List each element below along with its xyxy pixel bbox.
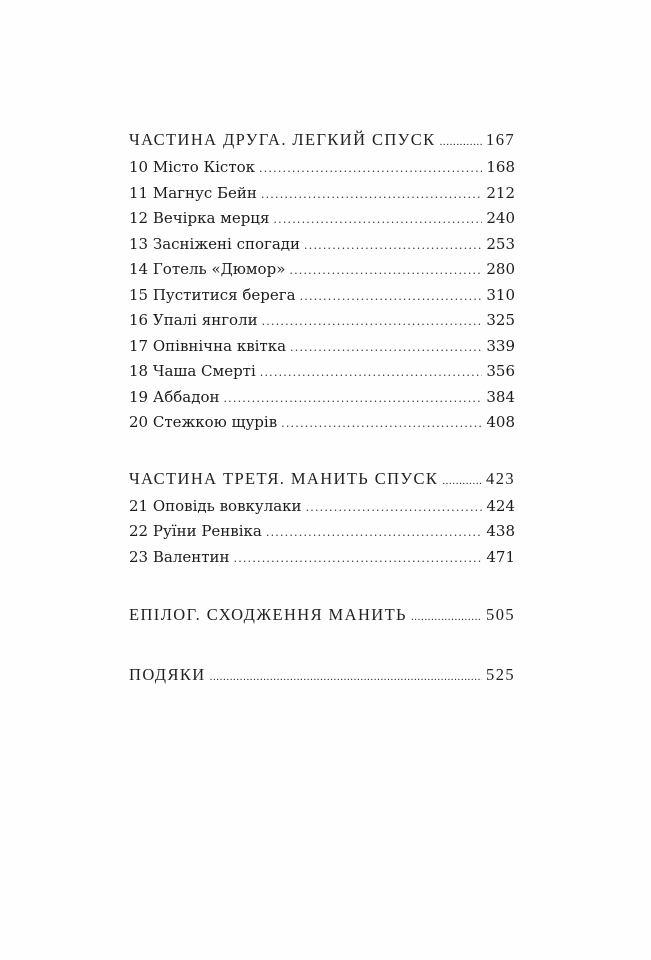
dot-leader — [223, 386, 482, 412]
page-number: 423 — [486, 468, 515, 488]
dot-leader — [411, 602, 482, 632]
chapter-title: 23 Валентин — [129, 547, 230, 566]
dot-leader — [260, 360, 483, 386]
toc-chapter — [129, 257, 515, 283]
dot-leader — [234, 546, 483, 572]
part-title: ЧАСТИНА ДРУГА. ЛЕГКИЙ СПУСК — [129, 130, 436, 149]
toc-chapter — [129, 308, 515, 334]
chapter-title: 14 Готель «Дюмор» — [129, 260, 286, 278]
dot-leader — [266, 520, 482, 546]
chapter-title: 10 Місто Кісток — [129, 158, 256, 176]
page-number: 438 — [486, 522, 515, 540]
dot-leader — [290, 335, 482, 361]
toc-chapter — [129, 232, 515, 258]
page-number: 212 — [486, 183, 515, 202]
dot-leader — [289, 258, 482, 284]
dot-leader — [281, 411, 482, 437]
dot-leader — [210, 662, 482, 692]
toc-chapter — [129, 206, 515, 232]
toc-part-three — [129, 464, 515, 494]
page-number: 168 — [486, 158, 515, 176]
acknowledgements-title: ПОДЯКИ — [129, 665, 206, 684]
dot-leader — [440, 127, 482, 157]
chapter-title: 22 Руїни Ренвіка — [129, 522, 262, 540]
toc-part-two — [129, 125, 515, 155]
page-number: 280 — [486, 260, 515, 278]
dot-leader — [306, 495, 483, 521]
chapter-title: 12 Вечірка мерця — [129, 209, 270, 227]
page-number: 310 — [486, 285, 515, 304]
table-of-contents — [129, 125, 515, 690]
page-number: 339 — [486, 336, 515, 355]
dot-leader — [261, 182, 482, 208]
page-number: 384 — [486, 387, 515, 406]
toc-chapter — [129, 181, 515, 207]
epilogue-title: ЕПІЛОГ. СХОДЖЕННЯ МАНИТЬ — [129, 605, 407, 624]
dot-leader — [304, 233, 482, 259]
chapter-title: 19 Аббадон — [129, 387, 220, 406]
chapter-title: 11 Магнус Бейн — [129, 183, 257, 202]
toc-chapter — [129, 334, 515, 360]
toc-acknowledgements — [129, 660, 515, 690]
page-number: 424 — [486, 496, 515, 515]
page-number: 525 — [486, 665, 515, 684]
chapter-title: 18 Чаша Смерті — [129, 362, 256, 380]
dot-leader — [442, 466, 482, 496]
dot-leader — [262, 309, 483, 335]
chapter-title: 15 Пуститися берега — [129, 285, 296, 304]
toc-chapter — [129, 494, 515, 520]
chapter-title: 20 Стежкою щурів — [129, 413, 278, 431]
toc-chapter — [129, 519, 515, 545]
toc-chapter — [129, 359, 515, 385]
part-title: ЧАСТИНА ТРЕТЯ. МАНИТЬ СПУСК — [129, 468, 439, 488]
page-number: 253 — [486, 234, 515, 253]
toc-chapter — [129, 155, 515, 181]
toc-chapter — [129, 410, 515, 436]
page-number: 325 — [486, 311, 515, 329]
dot-leader — [273, 207, 482, 233]
page-number: 505 — [486, 605, 515, 624]
page-number: 356 — [486, 362, 515, 380]
toc-chapter — [129, 283, 515, 309]
page-number: 167 — [486, 130, 515, 149]
chapter-title: 17 Опівнічна квітка — [129, 336, 287, 355]
page-number: 471 — [486, 547, 515, 566]
toc-epilogue — [129, 600, 515, 630]
chapter-title: 21 Оповідь вовкулаки — [129, 496, 302, 515]
chapter-title: 16 Упалі янголи — [129, 311, 258, 329]
toc-chapter — [129, 545, 515, 571]
chapter-title: 13 Засніжені спогади — [129, 234, 301, 253]
page-number: 240 — [486, 209, 515, 227]
page-number: 408 — [486, 413, 515, 431]
dot-leader — [259, 156, 482, 182]
dot-leader — [300, 284, 483, 310]
toc-chapter — [129, 385, 515, 411]
